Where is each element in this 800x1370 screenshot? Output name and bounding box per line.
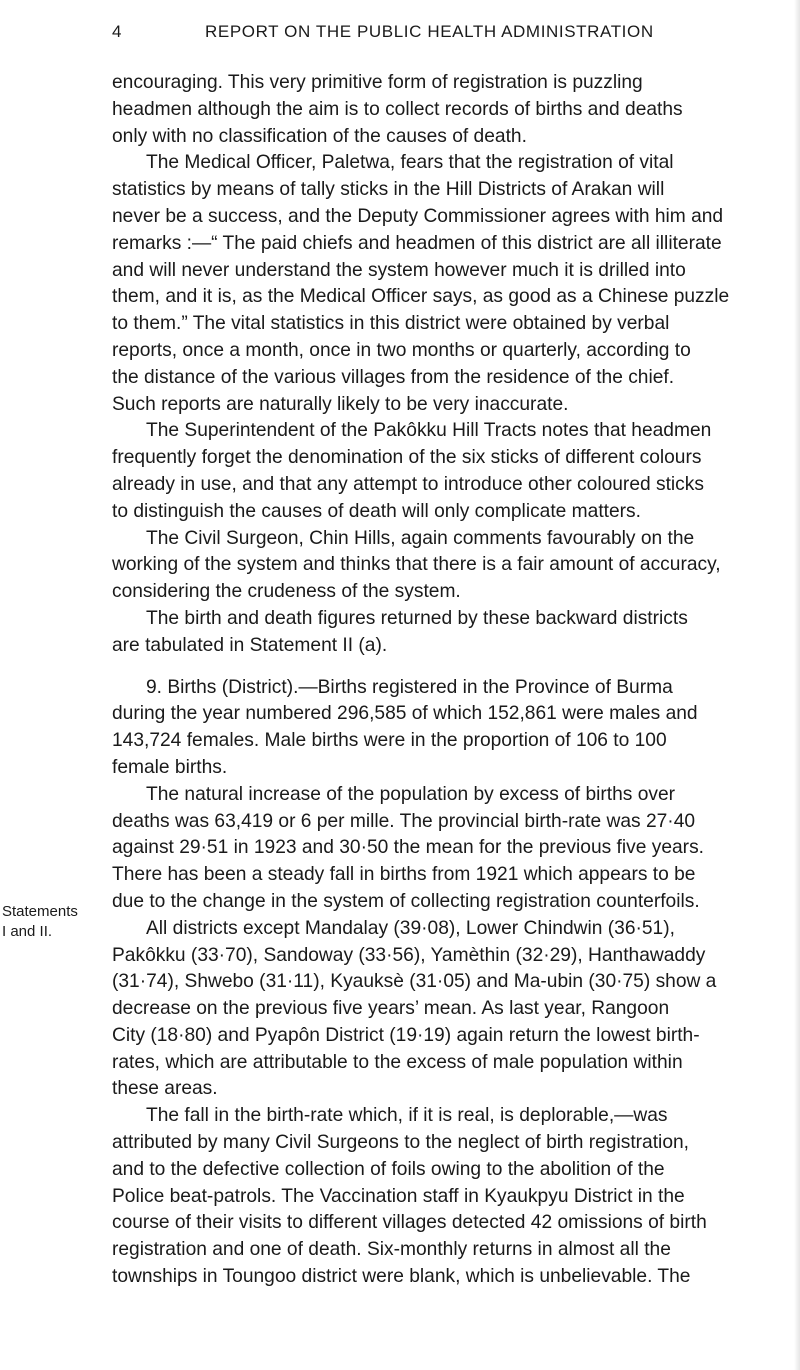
text-line: townships in Toungoo district were blank, which is unbelievable. The: [112, 1266, 691, 1288]
para-medical-officer-paletwa: [112, 150, 800, 418]
text-line: Pakôkku (33·70), Sandoway (33·56), Yamèthin (32·29), Hanthawaddy: [112, 944, 706, 966]
text-line: rates, which are attributable to the excess of male population within: [112, 1051, 683, 1073]
text-line: Police beat-patrols. The Vaccination staff in Kyaukpyu District in the: [112, 1185, 685, 1207]
text-line: All districts except Mandalay (39·08), Lower Chindwin (36·51),: [146, 917, 675, 939]
text-line: attributed by many Civil Surgeons to the neglect of birth registration,: [112, 1132, 689, 1154]
text-line: already in use, and that any attempt to introduce other coloured sticks: [112, 473, 704, 495]
page-header: [0, 22, 800, 52]
text-line: Such reports are naturally likely to be very inaccurate.: [112, 393, 569, 415]
body-text: [112, 70, 800, 1291]
text-line: them, and it is, as the Medical Officer says, as good as a Chinese puzzle: [112, 286, 730, 308]
text-line: frequently forget the denomination of the six sticks of different colours: [112, 447, 702, 469]
page-number: 4: [112, 22, 123, 41]
text-line: during the year numbered 296,585 of which 152,861 were males and: [112, 703, 698, 725]
text-line: only with no classification of the causes of death.: [112, 125, 527, 147]
text-line: The Civil Surgeon, Chin Hills, again comments favourably on the: [146, 527, 695, 549]
text-line: are tabulated in Statement II (a).: [112, 634, 388, 656]
margin-note-line: I and II.: [2, 923, 53, 940]
text-line: registration and one of death. Six-monthly returns in almost all the: [112, 1239, 671, 1261]
text-line: headmen although the aim is to collect records of births and deaths: [112, 98, 683, 120]
text-line: The Superintendent of the Pakôkku Hill Tracts notes that headmen: [146, 420, 712, 442]
text-line: and to the defective collection of foils owing to the abolition of the: [112, 1158, 665, 1180]
text-line: course of their visits to different villages detected 42 omissions of birth: [112, 1212, 707, 1234]
margin-note: [2, 902, 86, 942]
text-line: the distance of the various villages from the residence of the chief.: [112, 366, 675, 388]
text-line: 143,724 females. Male births were in the proportion of 106 to 100: [112, 730, 667, 752]
text-line: reports, once a month, once in two months or quarterly, according to: [112, 339, 691, 361]
text-line: never be a success, and the Deputy Commissioner agrees with him and: [112, 205, 724, 227]
para-fall-in-birth-rate: [112, 1103, 800, 1291]
text-line: due to the change in the system of collecting registration counterfoils.: [112, 890, 700, 912]
para-backward-districts: [112, 606, 800, 660]
text-line: There has been a steady fall in births from 1921 which appears to be: [112, 864, 696, 886]
para-all-districts: [112, 916, 800, 1104]
para-superintendent-pakokku: [112, 418, 800, 525]
text-line: The natural increase of the population by excess of births over: [146, 783, 676, 805]
page-edge-shadow: [794, 0, 800, 1370]
text-line: 9. Births (District).—Births registered in the Province of Burma: [146, 676, 673, 698]
text-line: to them.” The vital statistics in this district were obtained by verbal: [112, 313, 670, 335]
text-line: decrease on the previous five years’ mean. As last year, Rangoon: [112, 998, 670, 1020]
text-line: statistics by means of tally sticks in the Hill Districts of Arakan will: [112, 179, 665, 201]
running-title: REPORT ON THE PUBLIC HEALTH ADMINISTRATION: [205, 22, 654, 41]
text-line: female births.: [112, 756, 228, 778]
text-line: The Medical Officer, Paletwa, fears that the registration of vital: [146, 152, 674, 174]
text-line: City (18·80) and Pyapôn District (19·19) again return the lowest birth-: [112, 1024, 700, 1046]
para-registration-puzzling: [112, 70, 800, 150]
para-births-district: [112, 675, 800, 782]
text-line: (31·74), Shwebo (31·11), Kyauksè (31·05) and Ma-ubin (30·75) show a: [112, 971, 717, 993]
text-line: remarks :—“ The paid chiefs and headmen of this district are all illiterate: [112, 232, 722, 254]
para-natural-increase: [112, 782, 800, 916]
margin-note-line: Statements: [2, 903, 78, 920]
text-line: to distinguish the causes of death will only complicate matters.: [112, 500, 641, 522]
text-line: these areas.: [112, 1078, 218, 1100]
text-line: and will never understand the system however much it is drilled into: [112, 259, 686, 281]
text-line: deaths was 63,419 or 6 per mille. The provincial birth-rate was 27·40: [112, 810, 696, 832]
text-line: The fall in the birth-rate which, if it is real, is deplorable,—was: [146, 1105, 668, 1127]
text-line: The birth and death figures returned by these backward districts: [146, 607, 688, 629]
para-civil-surgeon-chin-hills: [112, 526, 800, 606]
text-line: working of the system and thinks that there is a fair amount of accuracy,: [112, 554, 721, 576]
text-line: encouraging. This very primitive form of registration is puzzling: [112, 72, 643, 93]
text-line: considering the crudeness of the system.: [112, 581, 461, 603]
text-line: against 29·51 in 1923 and 30·50 the mean for the previous five years.: [112, 837, 704, 859]
